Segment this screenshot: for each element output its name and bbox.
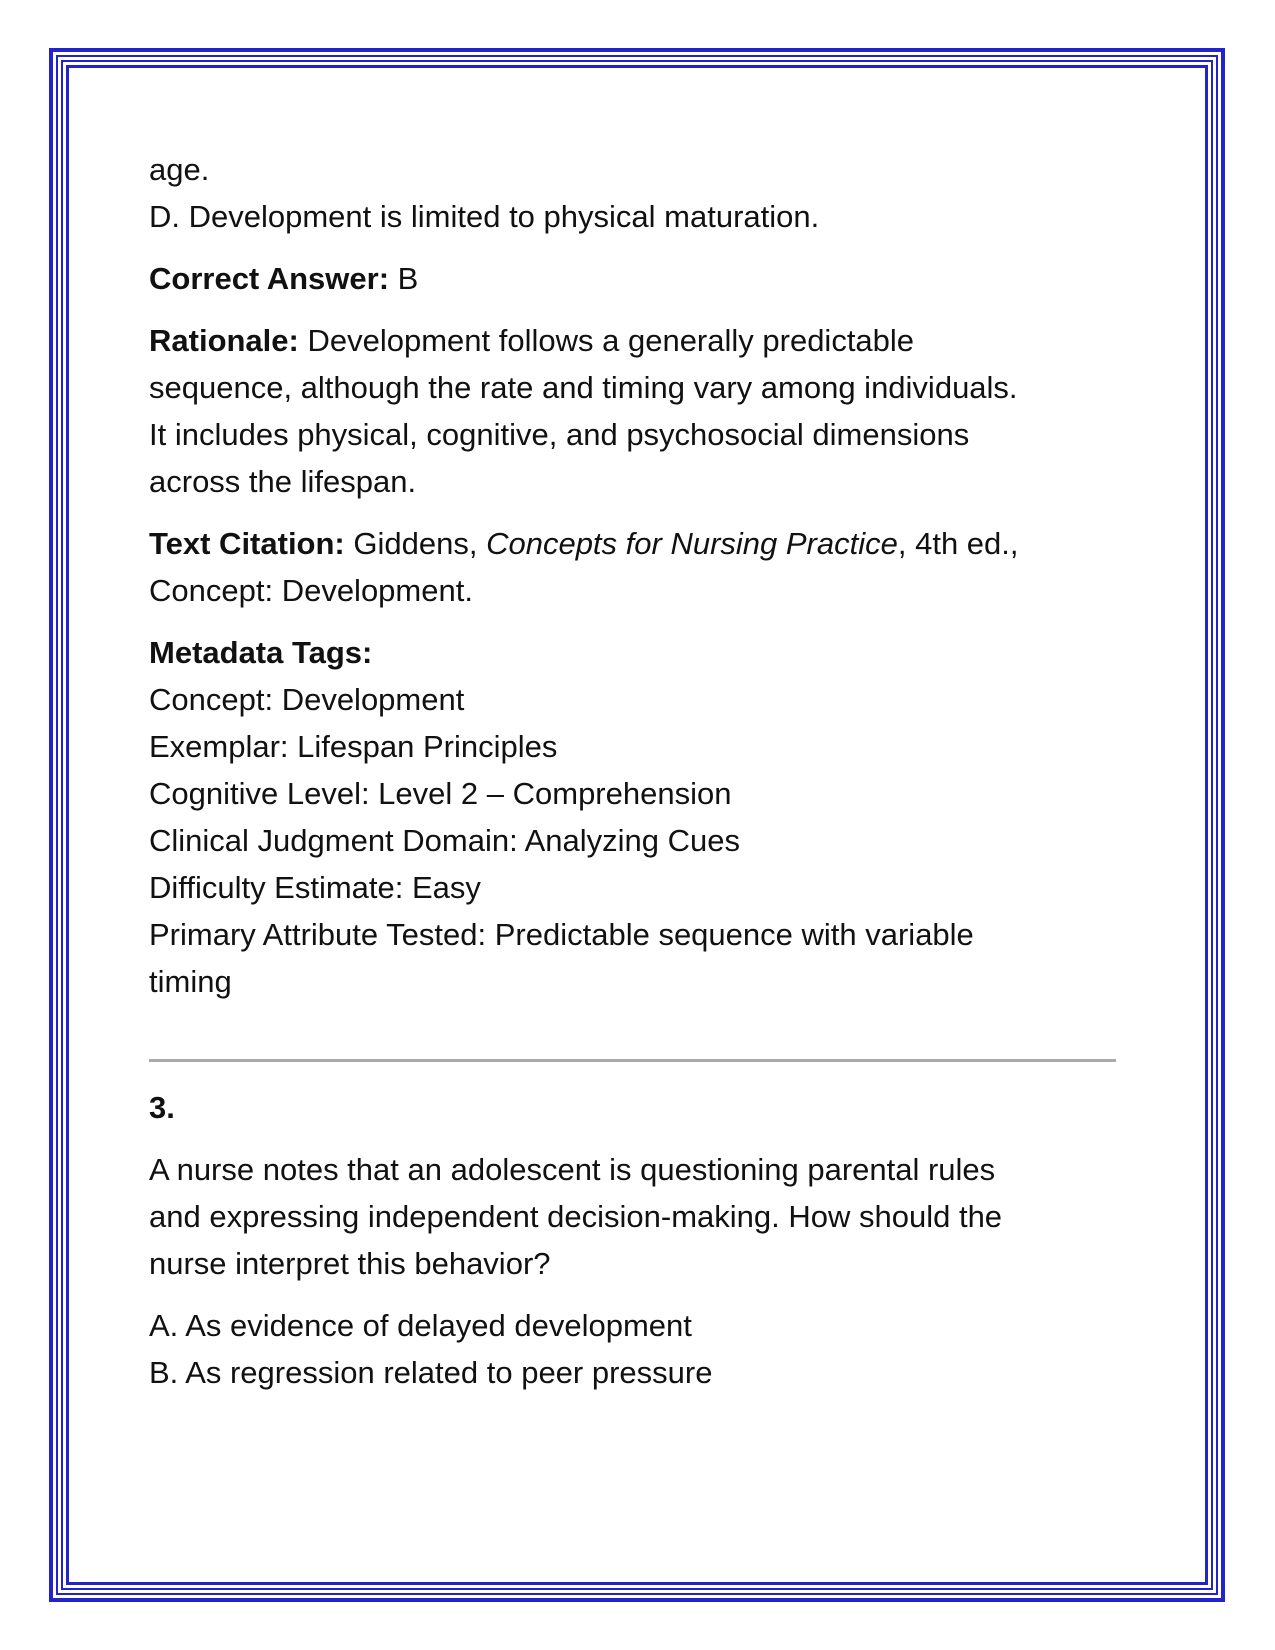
option-b: B. As regression related to peer pressure — [149, 1355, 713, 1390]
previous-question-continuation — [149, 146, 1124, 240]
question-stem — [149, 1146, 1124, 1287]
text-citation — [149, 520, 1124, 614]
metadata-tag: timing — [149, 964, 232, 999]
citation-line2: Concept: Development. — [149, 573, 473, 608]
correct-answer — [149, 255, 1124, 302]
metadata-tag: Primary Attribute Tested: Predictable sequence with variable — [149, 917, 974, 952]
continuation-tail: age. — [149, 152, 210, 187]
citation-edition: , 4th ed., — [897, 526, 1019, 561]
rationale-label: Rationale: — [149, 323, 299, 358]
rationale-line: It includes physical, cognitive, and psychosocial dimensions — [149, 417, 970, 452]
metadata-tags — [149, 629, 1124, 1005]
rationale-line: sequence, although the rate and timing vary among individuals. — [149, 370, 1018, 405]
metadata-tag: Exemplar: Lifespan Principles — [149, 729, 558, 764]
question-3 — [149, 1084, 1124, 1396]
section-divider — [149, 1059, 1116, 1062]
question-stem-line: and expressing independent decision-making. How should the — [149, 1199, 1003, 1234]
option-a: A. As evidence of delayed development — [149, 1308, 692, 1343]
citation-title: Concepts for Nursing Practice — [486, 526, 898, 561]
metadata-tag: Cognitive Level: Level 2 – Comprehension — [149, 776, 732, 811]
document-content — [149, 146, 1124, 1396]
metadata-tag: Difficulty Estimate: Easy — [149, 870, 481, 905]
question-options — [149, 1302, 1124, 1396]
correct-answer-value: B — [397, 261, 419, 296]
correct-answer-label: Correct Answer: — [149, 261, 390, 296]
question-number: 3. — [149, 1090, 175, 1125]
metadata-tag: Concept: Development — [149, 682, 465, 717]
rationale — [149, 317, 1124, 505]
rationale-line: Development follows a generally predictable — [307, 323, 915, 358]
metadata-label: Metadata Tags: — [149, 635, 373, 670]
metadata-tag: Clinical Judgment Domain: Analyzing Cues — [149, 823, 741, 858]
citation-author: Giddens, — [353, 526, 478, 561]
question-stem-line: A nurse notes that an adolescent is questioning parental rules — [149, 1152, 996, 1187]
option-d: D. Development is limited to physical maturation. — [149, 199, 820, 234]
citation-label: Text Citation: — [149, 526, 345, 561]
question-stem-line: nurse interpret this behavior? — [149, 1246, 551, 1281]
rationale-line: across the lifespan. — [149, 464, 417, 499]
